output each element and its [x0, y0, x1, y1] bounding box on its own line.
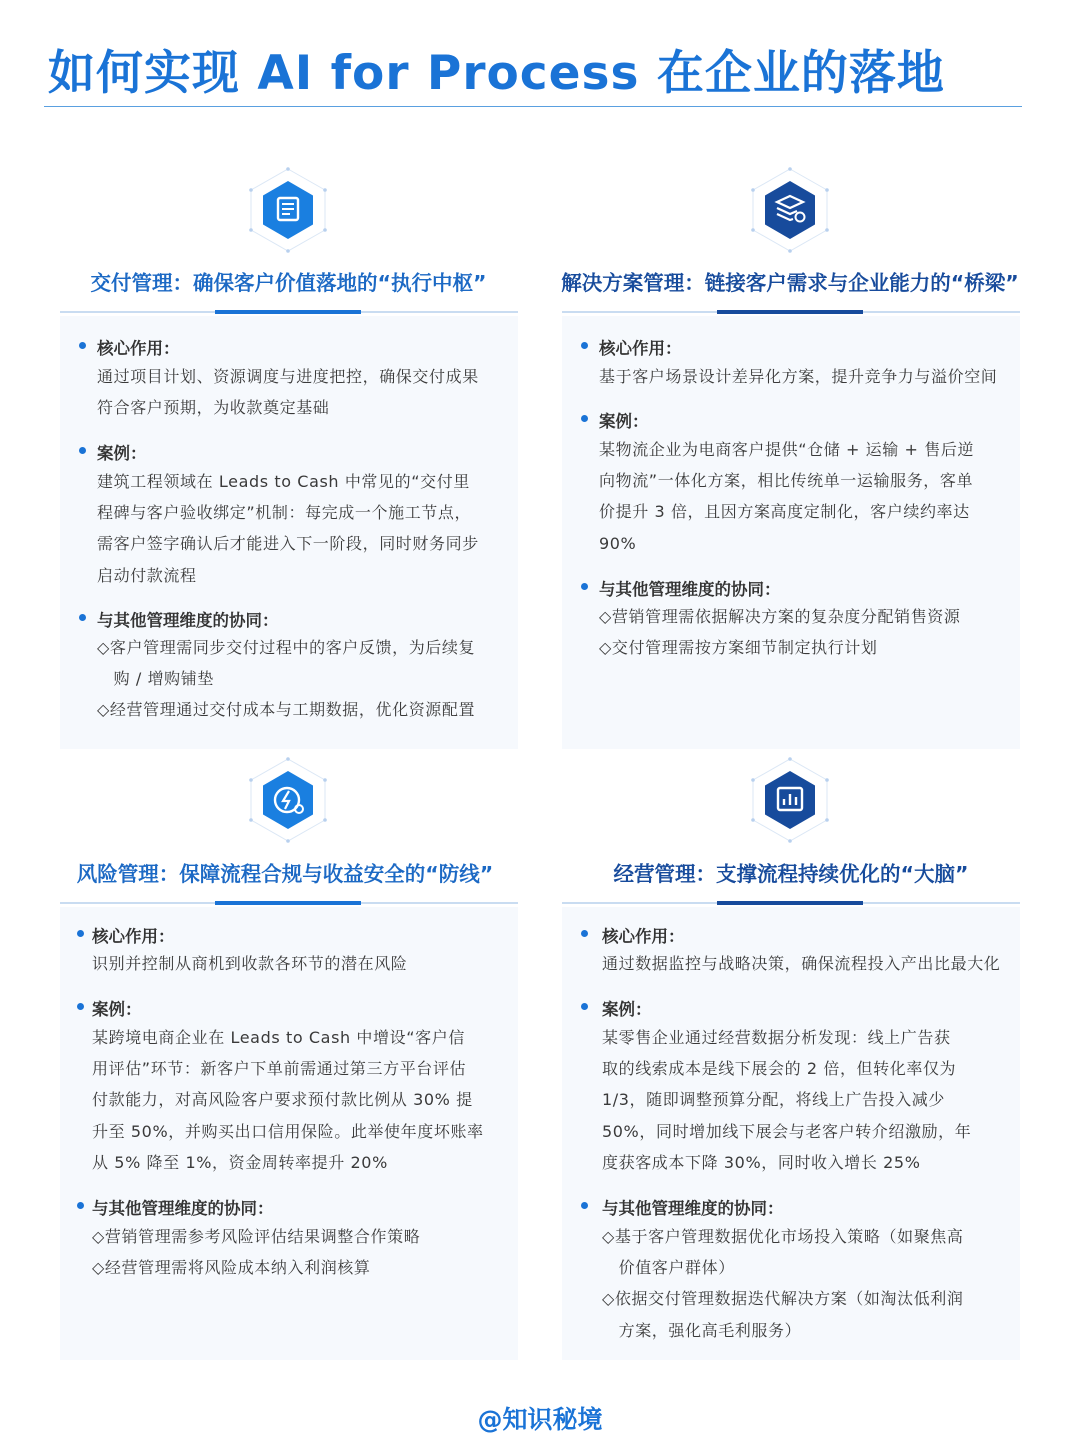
core-label: 核心作用：: [92, 927, 175, 946]
bullet-icon: [581, 342, 588, 349]
collab-label: 与其他管理维度的协同：: [599, 580, 781, 599]
collab-label: 与其他管理维度的协同：: [92, 1199, 274, 1218]
case-text: 建筑工程领域在 Leads to Cash 中常见的“交付里 程碑与客户验收绑定”机制：每完成一个施工节点， 需客户签字确认后才能进入下一阶段，同时财务同步 启动付款流程: [97, 472, 479, 585]
section-title-operations: 经营管理：支撑流程持续优化的“大脑”: [613, 862, 969, 886]
footer-watermark: @知识秘境: [477, 1405, 603, 1434]
bullet-icon: [79, 614, 86, 621]
title-divider: [44, 106, 1022, 107]
core-text: 通过项目计划、资源调度与进度把控，确保交付成果 符合客户预期，为收款奠定基础: [97, 367, 479, 418]
case-label: 案例：: [602, 1000, 652, 1019]
core-text: 识别并控制从商机到收款各环节的潜在风险: [92, 954, 408, 973]
collab-label: 与其他管理维度的协同：: [97, 611, 279, 630]
section-divider: [562, 902, 1020, 904]
bullet-icon: [581, 415, 588, 422]
page-title: 如何实现 AI for Process 在企业的落地: [48, 46, 945, 101]
section-title-risk: 风险管理：保障流程合规与收益安全的“防线”: [76, 862, 494, 886]
document-list-icon: [243, 165, 333, 255]
bullet-icon: [79, 342, 86, 349]
risk-shield-icon: [243, 755, 333, 845]
bullet-icon: [79, 447, 86, 454]
section-panel-operations: [562, 907, 1020, 1360]
section-panel-solution: [562, 316, 1020, 749]
section-divider: [562, 311, 1020, 313]
section-divider: [60, 902, 518, 904]
core-label: 核心作用：: [599, 339, 682, 358]
bullet-icon: [581, 583, 588, 590]
section-divider: [60, 311, 518, 313]
case-text: 某零售企业通过经营数据分析发现：线上广告获 取的线索成本是线下展会的 2 倍，但转化率仅为 1/3，随即调整预算分配，将线上广告投入减少 50%，同时增加线下展会与老客户转介绍激励，年 度获客成本下降 30%，同时收入增长 25%: [602, 1028, 972, 1172]
collab-text: ◇客户管理需同步交付过程中的客户反馈，为后续复 购 / 增购铺垫 ◇经营管理通过交付成本与工期数据，优化资源配置: [97, 638, 476, 720]
collab-label: 与其他管理维度的协同：: [602, 1199, 784, 1218]
core-text: 通过数据监控与战略决策，确保流程投入产出比最大化: [602, 954, 1001, 973]
core-text: 基于客户场景设计差异化方案，提升竞争力与溢价空间: [599, 367, 998, 386]
bullet-icon: [581, 930, 588, 937]
case-text: 某跨境电商企业在 Leads to Cash 中增设“客户信 用评估”环节：新客户下单前需通过第三方平台评估 付款能力，对高风险客户要求预付款比例从 30% 提 升至 50%，并购买出口信用保险。此举使年度坏账率 从 5% 降至 1%，资金周转率提升 20%: [92, 1028, 484, 1172]
bullet-icon: [77, 1202, 84, 1209]
core-label: 核心作用：: [602, 927, 685, 946]
collab-text: ◇基于客户管理数据优化市场投入策略（如聚焦高 价值客户群体） ◇依据交付管理数据迭代解决方案（如淘汰低利润 方案，强化高毛利服务）: [602, 1227, 964, 1340]
section-panel-risk: [60, 907, 518, 1360]
bullet-icon: [77, 930, 84, 937]
case-label: 案例：: [92, 1000, 142, 1019]
case-label: 案例：: [97, 444, 147, 463]
section-title-delivery: 交付管理：确保客户价值落地的“执行中枢”: [90, 271, 487, 295]
case-label: 案例：: [599, 412, 649, 431]
bullet-icon: [581, 1202, 588, 1209]
collab-text: ◇营销管理需依据解决方案的复杂度分配销售资源 ◇交付管理需按方案细节制定执行计划: [599, 607, 961, 658]
bar-chart-icon: [745, 755, 835, 845]
case-text: 某物流企业为电商客户提供“仓储 + 运输 + 售后逆 向物流”一体化方案，相比传统单一运输服务，客单 价提升 3 倍，且因方案高度定制化，客户续约率达 90%: [599, 440, 975, 553]
section-title-solution: 解决方案管理：链接客户需求与企业能力的“桥梁”: [561, 271, 1019, 295]
core-label: 核心作用：: [97, 339, 180, 358]
layers-gear-icon: [745, 165, 835, 255]
section-panel-delivery: [60, 316, 518, 749]
bullet-icon: [581, 1003, 588, 1010]
collab-text: ◇营销管理需参考风险评估结果调整合作策略 ◇经营管理需将风险成本纳入利润核算: [92, 1227, 421, 1278]
bullet-icon: [77, 1003, 84, 1010]
